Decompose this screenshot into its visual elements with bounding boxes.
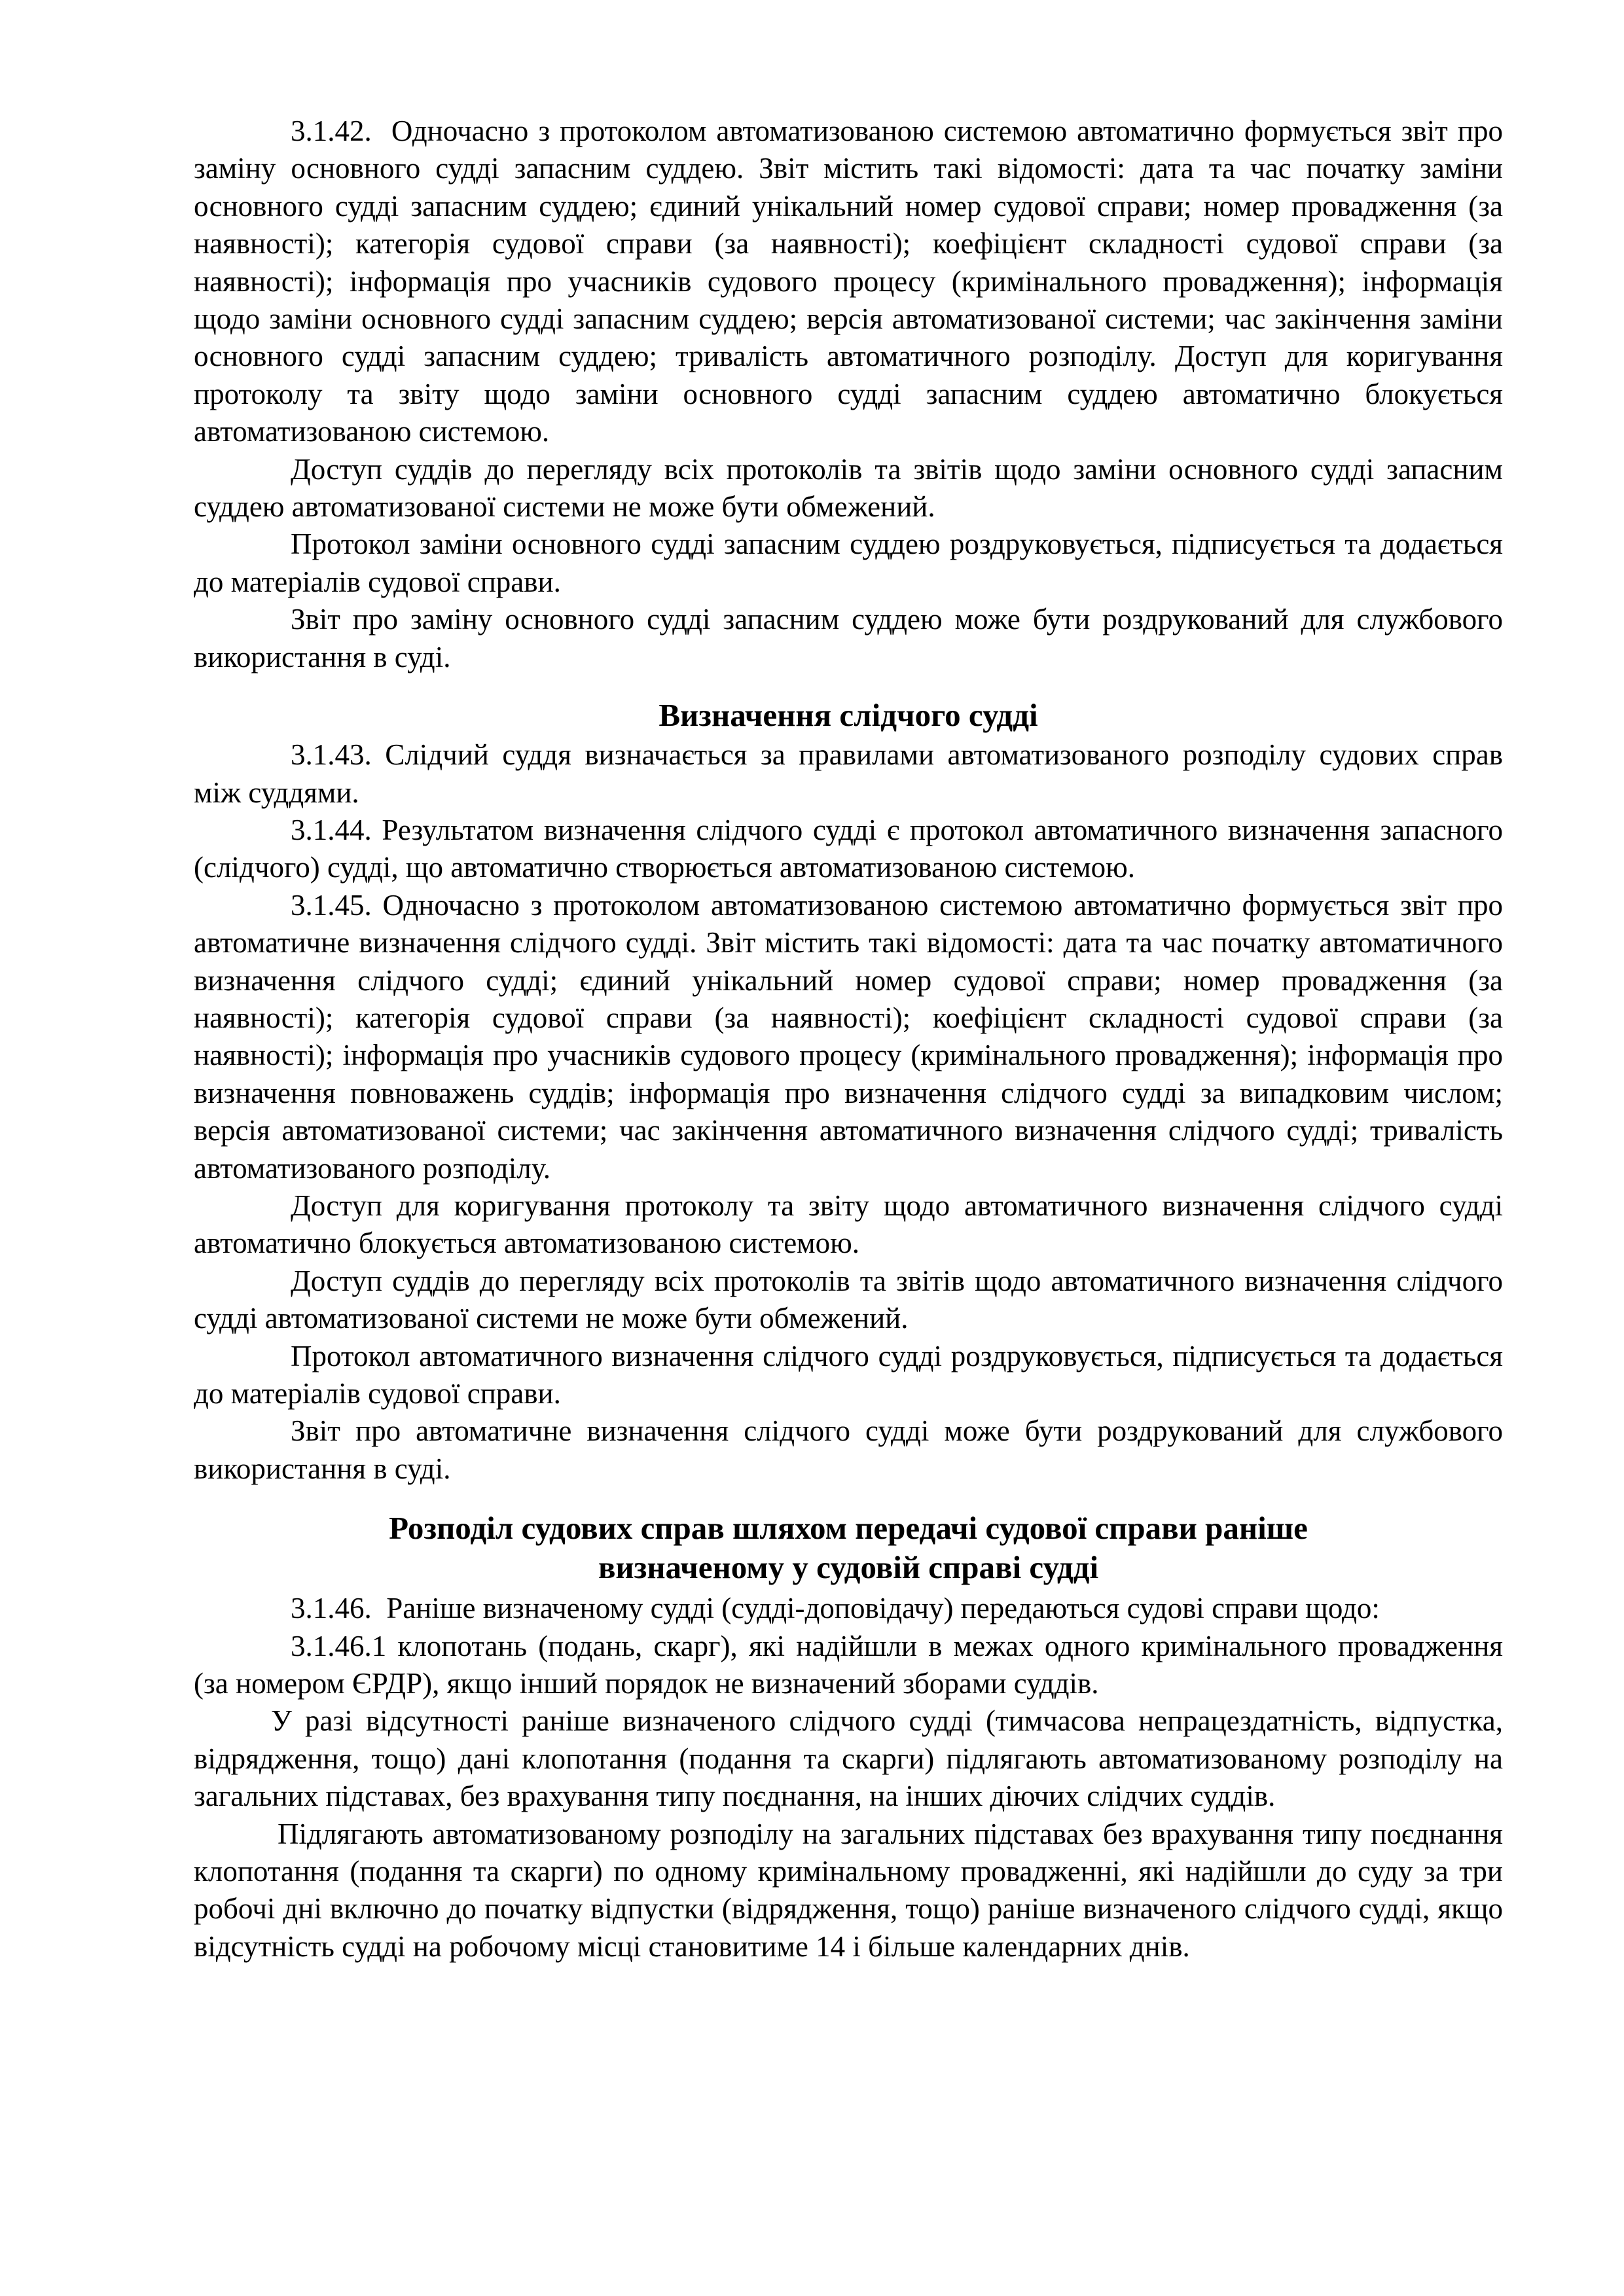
section-heading-line-2: визначеному у судовій справі судді [598, 1549, 1099, 1586]
paragraph-protocol-printed: Протокол заміни основного судді запасним суддею роздруковується, підписується та додається до матеріалів судової справи. [194, 528, 1503, 598]
paragraph-3-1-46-1: 3.1.46.1 клопотань (подань, скарг), які надійшли в межах одного кримінального провадження (за номером ЄРДР), якщо інший порядок не визначений зборами суддів. [194, 1629, 1503, 1700]
section-reserve-judge-replacement [194, 113, 1503, 676]
paragraph-judge-absence: У разі відсутності раніше визначеного слідчого судді (тимчасова непрацездатність, відпустка, відрядження, тощо) дані клопотання (подання та скарги) підлягають автоматизованому розподілу на загальних підставах, без врахування типу поєднання, на інших діючих слідчих суддів. [194, 1704, 1503, 1813]
paragraph-access-view-protocols: Доступ суддів до перегляду всіх протоколів та звітів щодо заміни основного судді запасним суддею автоматизованої системи не може бути обмежений. [194, 452, 1503, 524]
paragraph-protocol-printed: Протокол автоматичного визначення слідчого судді роздруковується, підписується та додається до матеріалів судової справи. [194, 1339, 1503, 1410]
section-heading: Визначення слідчого судді [659, 697, 1038, 734]
paragraph-access-view-protocols: Доступ суддів до перегляду всіх протоколів та звітів щодо автоматичного визначення слідчого судді автоматизованої системи не може бути обмежений. [194, 1264, 1503, 1335]
paragraph-3-1-43: 3.1.43. Слідчий суддя визначається за правилами автоматизованого розподілу судових справ між суддями. [194, 738, 1503, 809]
paragraph-access-correction: Доступ для коригування протоколу та звіту щодо автоматичного визначення слідчого судді автоматично блокується автоматизованою системою. [194, 1189, 1503, 1260]
paragraph-3-1-46: 3.1.46. Раніше визначеному судді (судді-доповідачу) передаються судові справи щодо: [291, 1592, 1380, 1625]
document-page [194, 113, 1503, 1965]
paragraph-3-1-45: 3.1.45. Одночасно з протоколом автоматизованою системою автоматично формується звіт про автоматичне визначення слідчого судді. Звіт містить такі відомості: дата та час початку автоматичного визначення слідчого судді; єдиний унікальний номер судової справи; номер провадження (за наявності); категорія судової справи (за наявності); коефіцієнт складності судової справи (за наявності); інформація про учасників судового процесу (кримінального провадження); інформація про визначення повноважень суддів; інформація про визначення слідчого судді за випадковим числом; версія автоматизованої системи; час закінчення автоматичного визначення слідчого судді; тривалість автоматизованого розподілу. [194, 888, 1503, 1185]
paragraph-3-1-44: 3.1.44. Результатом визначення слідчого судді є протокол автоматичного визначення запасного (слідчого) судді, що автоматично створюється автоматизованою системою. [194, 813, 1503, 884]
section-heading-line-1: Розподіл судових справ шляхом передачі судової справи раніше [389, 1510, 1308, 1547]
paragraph-general-distribution: Підлягають автоматизованому розподілу на загальних підставах без врахування типу поєднання клопотання (подання та скарги) по одному кримінальному провадженні, які надійшли до суду за три робочі дні включно до початку відпустки (відрядження, тощо) раніше визначеного слідчого судді, якщо відсутність судді на робочому місці становитиме 14 і більше календарних днів. [194, 1817, 1503, 1963]
paragraph-report-printed: Звіт про заміну основного судді запасним суддею може бути роздрукований для службового використання в суді. [194, 603, 1503, 673]
section-transfer-to-previous-judge [194, 1509, 1503, 1965]
paragraph-3-1-42: 3.1.42. Одночасно з протоколом автоматизованою системою автоматично формується звіт про заміну основного судді запасним суддею. Звіт містить такі відомості: дата та час початку заміни основного судді запасним суддею; єдиний унікальний номер судової справи; номер провадження (за наявності); категорія судової справи (за наявності); коефіцієнт складності судової справи (за наявності); інформація про учасників судового процесу (кримінального провадження); інформація щодо заміни основного судді запасним суддею; версія автоматизованої системи; час закінчення заміни основного судді запасним суддею; тривалість автоматичного розподілу. Доступ для коригування протоколу та звіту щодо заміни основного судді запасним суддею автоматично блокується автоматизованою системою. [194, 115, 1503, 448]
section-investigating-judge [194, 696, 1503, 1488]
paragraph-report-printed: Звіт про автоматичне визначення слідчого судді може бути роздрукований для службового використання в суді. [194, 1414, 1503, 1485]
section-heading [194, 1509, 1503, 1587]
